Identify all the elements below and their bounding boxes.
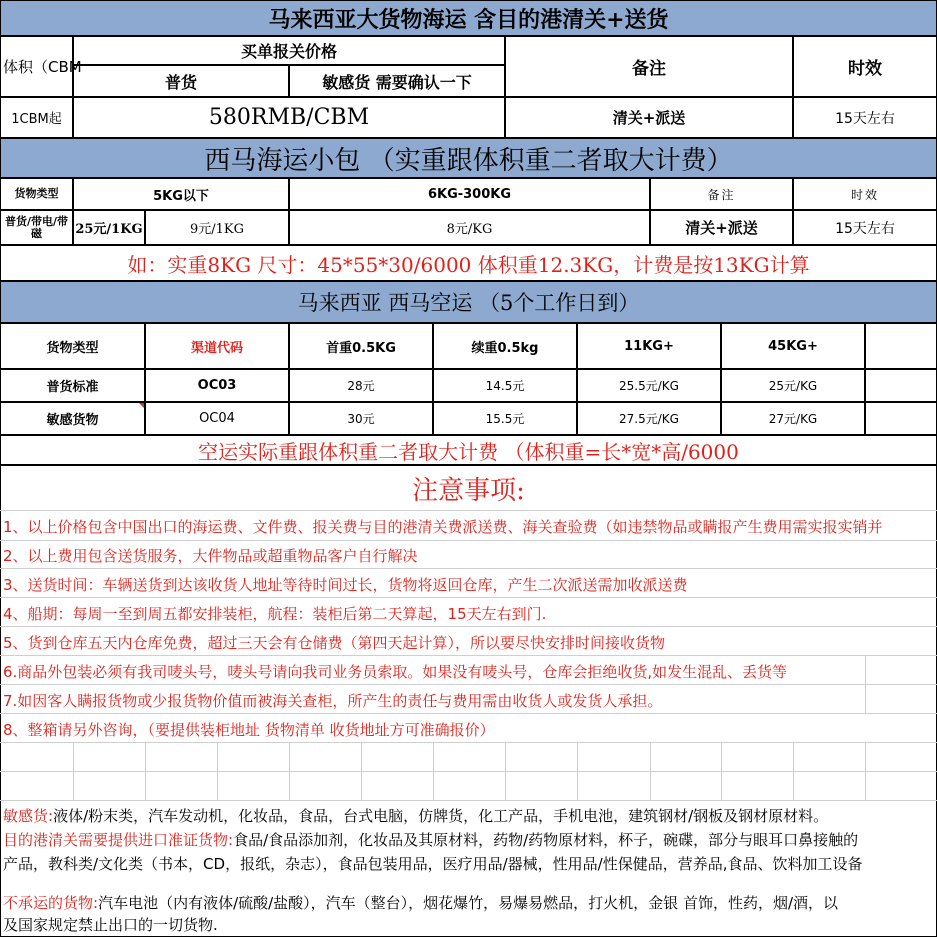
parcel-row-time: 15天左右: [793, 210, 937, 245]
air-row2-blank: [865, 402, 937, 435]
air-col-next: 续重0.5kg: [433, 323, 577, 369]
sea-row-price: 580RMB/CBM: [73, 97, 505, 138]
note-item: 4、船期：每周一至到周五都安排装柜，航程：装柜后第二天算起，15天左右到门.: [3, 605, 547, 623]
permit-text-2: 产品，教科类/文化类（书本，CD，报纸，杂志），食品包装用品，医疗用品/器械，性用品/性保健品，营养品,食品、饮料加工设备: [3, 855, 863, 873]
parcel-row-remark: 清关+派送: [650, 210, 793, 245]
air-row1-45kg: 25元/KG: [721, 369, 865, 402]
air-row1-11kg: 25.5元/KG: [577, 369, 721, 402]
permit-text: 食品/食品添加剂，化妆品及其原材料，药物/药物原材料，杯子，碗碟，部分与眼耳口鼻接触的: [233, 831, 859, 849]
parcel-row-type: 普货/带电/带磁: [0, 210, 73, 245]
note-item: 1、以上价格包含中国出口的海运费、文件费、报关费与目的港清关费派送费、海关查验费（如违禁物品或瞒报产生费用需实报实销并: [3, 518, 883, 536]
sea-col-time: 时效: [793, 36, 937, 97]
comment-marker: [139, 403, 144, 408]
air-note: 空运实际重跟体积重二者取大计费 （体积重=长*宽*高/6000: [0, 435, 937, 465]
parcel-row-price-b: 9元/1KG: [145, 210, 289, 245]
air-row1-code: OC03: [145, 369, 289, 402]
notes-title: 注意事项:: [412, 475, 525, 506]
sea-row-remark: 清关+派送: [505, 97, 793, 138]
air-row2-first: 30元: [289, 402, 433, 435]
permit-goods-line-2: [3, 853, 937, 874]
permit-goods-line: [3, 829, 937, 850]
parcel-col-remark: 备注: [650, 178, 793, 210]
sea-row-volume: 1CBM起: [0, 97, 73, 138]
prohibited-text: 汽车电池（内有液体/硫酸/盐酸），汽车（整台），烟花爆竹，易爆易燃品，打火机，金银 首饰，性药，烟/酒，以: [98, 894, 838, 912]
prohibited-goods-line-2: [3, 914, 937, 935]
air-row2-type: 敏感货物: [0, 402, 145, 435]
air-row2-45kg: 27元/KG: [721, 402, 865, 435]
note-item: 8、整箱请另外咨询，（要提供装柜地址 货物清单 收货地址方可准确报价）: [3, 721, 495, 739]
air-col-first: 首重0.5KG: [289, 323, 433, 369]
air-row2-11kg: 27.5元/KG: [577, 402, 721, 435]
sensitive-label: 敏感货:: [3, 807, 54, 825]
air-col-11kg: 11KG+: [577, 323, 721, 369]
parcel-row-price-a: 25元/1KG: [73, 210, 145, 245]
air-row2-next: 15.5元: [433, 402, 577, 435]
prohibited-text-2: 及国家规定禁止出口的一切货物.: [3, 916, 218, 934]
parcel-col-time: 时效: [793, 178, 937, 210]
note-item: 3、送货时间：车辆送货到达该收货人地址等待时间过长，货物将返回仓库，产生二次派送需加收派送费: [3, 576, 688, 594]
air-row1-blank: [865, 369, 937, 402]
sea-col-price-group: 买单报关价格: [73, 36, 505, 65]
sensitive-text: 液体/粉末类，汽车发动机，化妆品，食品，台式电脑，仿牌货，化工产品，手机电池，建筑钢材/钢板及钢材原材料。: [53, 807, 829, 825]
air-row1-type: 普货标准: [0, 369, 145, 402]
sea-col-general: 普货: [73, 65, 289, 97]
parcel-col-under5: 5KG以下: [73, 178, 289, 210]
parcel-row-price-c: 8元/KG: [289, 210, 650, 245]
air-row2-code: OC04: [145, 402, 289, 435]
air-row1-next: 14.5元: [433, 369, 577, 402]
air-row1-first: 28元: [289, 369, 433, 402]
air-col-45kg: 45KG+: [721, 323, 865, 369]
note-item: 6.商品外包装必须有我司唛头号，唛头号请向我司业务员索取。如果没有唛头号，仓库会拒绝收货,如发生混乱、丢货等: [3, 663, 788, 681]
sea-col-volume: 体积（CBM: [0, 36, 73, 97]
prohibited-label: 不承运的货物:: [3, 894, 99, 912]
sea-row-time: 15天左右: [793, 97, 937, 138]
parcel-title: 西马海运小包 （实重跟体积重二者取大计费）: [0, 138, 937, 178]
parcel-example: 如：实重8KG 尺寸：45*55*30/6000 体积重12.3KG，计费是按13KG计算: [0, 245, 937, 281]
note-item: 5、货到仓库五天内仓库免费，超过三天会有仓储费（第四天起计算），所以要尽快安排时间接收货物: [3, 634, 666, 652]
air-col-code: 渠道代码: [145, 323, 289, 369]
sea-col-remark: 备注: [505, 36, 793, 97]
air-col-blank: [865, 323, 937, 369]
note-item: 7.如因客人瞒报货物或少报货物价值而被海关查柜，所产生的责任与费用需由收货人或发货人承担。: [3, 692, 663, 710]
sensitive-goods-line: [3, 805, 937, 826]
permit-label: 目的港清关需要提供进口准证货物:: [3, 831, 234, 849]
parcel-col-type: 货物类型: [0, 178, 73, 210]
parcel-col-6to300: 6KG-300KG: [289, 178, 650, 210]
sea-col-sensitive: 敏感货 需要确认一下: [289, 65, 505, 97]
air-col-type: 货物类型: [0, 323, 145, 369]
sea-title: 马来西亚大货物海运 含目的港清关+送货: [0, 0, 937, 36]
note-item: 2、以上费用包含送货服务，大件物品或超重物品客户自行解决: [3, 547, 418, 565]
air-title: 马来西亚 西马空运 （5个工作日到）: [0, 281, 937, 323]
prohibited-goods-line: [3, 892, 937, 913]
